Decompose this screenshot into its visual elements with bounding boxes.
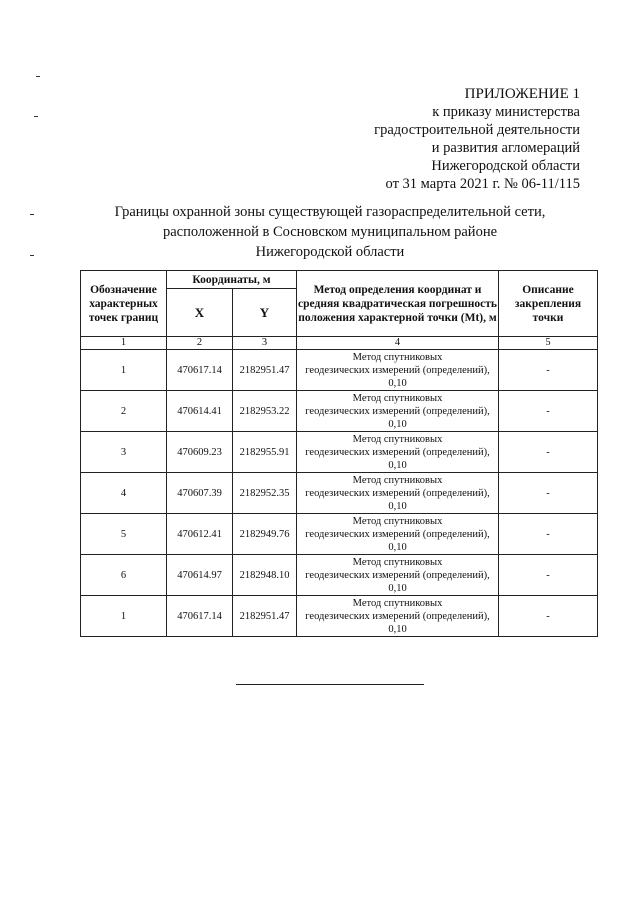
- appendix-line: Нижегородской области: [431, 158, 580, 174]
- coord-x: 470614.97: [167, 555, 233, 596]
- column-number: 1: [81, 337, 167, 350]
- table-row: [81, 473, 598, 514]
- margin-mark: [34, 116, 38, 117]
- column-number: 4: [297, 337, 499, 350]
- point-id: 1: [81, 596, 167, 637]
- description-cell: -: [499, 596, 598, 637]
- method-text: геодезических измерений (определений),: [305, 446, 490, 458]
- description-cell: -: [499, 391, 598, 432]
- table-row: [81, 391, 598, 432]
- method-cell: [297, 555, 499, 596]
- header-description: Описание закрепления точки: [499, 271, 598, 337]
- method-accuracy: 0,10: [388, 418, 407, 430]
- point-id: 3: [81, 432, 167, 473]
- document-title-line: Нижегородской области: [255, 244, 405, 260]
- point-id: 5: [81, 514, 167, 555]
- method-accuracy: 0,10: [388, 623, 407, 635]
- description-cell: -: [499, 432, 598, 473]
- method-text: Метод спутниковых: [352, 515, 443, 527]
- coord-x: 470612.41: [167, 514, 233, 555]
- coord-x: 470609.23: [167, 432, 233, 473]
- method-text: геодезических измерений (определений),: [305, 364, 490, 376]
- point-id: 4: [81, 473, 167, 514]
- method-text: Метод спутниковых: [352, 597, 443, 609]
- header-point: Обозначение характерных точек границ: [81, 271, 167, 337]
- appendix-block: [374, 85, 580, 193]
- method-text: Метод спутниковых: [352, 556, 443, 568]
- table-row: [81, 350, 598, 391]
- margin-mark: [30, 255, 34, 256]
- method-text: Метод спутниковых: [352, 392, 443, 404]
- table-row: [81, 432, 598, 473]
- coord-x: 470617.14: [167, 350, 233, 391]
- method-accuracy: 0,10: [388, 377, 407, 389]
- coordinates-table: [80, 270, 598, 637]
- appendix-line: градостроительной деятельности: [374, 122, 580, 138]
- coord-x: 470614.41: [167, 391, 233, 432]
- method-text: геодезических измерений (определений),: [305, 405, 490, 417]
- coord-y: 2182955.91: [233, 432, 297, 473]
- document-title-line: Границы охранной зоны существующей газораспределительной сети,: [114, 204, 546, 220]
- column-number: 2: [167, 337, 233, 350]
- margin-mark: [30, 214, 34, 215]
- coord-y: 2182949.76: [233, 514, 297, 555]
- point-id: 1: [81, 350, 167, 391]
- method-accuracy: 0,10: [388, 500, 407, 512]
- column-numbers-row: [81, 337, 598, 350]
- method-cell: [297, 514, 499, 555]
- method-text: Метод спутниковых: [352, 474, 443, 486]
- coord-x: 470607.39: [167, 473, 233, 514]
- table-row: [81, 514, 598, 555]
- header-method: Метод определения координат и средняя квадратическая погрешность положения характерной точки (Mt), м: [297, 271, 499, 337]
- method-cell: [297, 432, 499, 473]
- header-x: X: [167, 289, 233, 337]
- header-coords: Координаты, м: [167, 271, 297, 289]
- point-id: 2: [81, 391, 167, 432]
- column-number: 5: [499, 337, 598, 350]
- table-row: [81, 596, 598, 637]
- point-id: 6: [81, 555, 167, 596]
- document-title: [80, 202, 580, 262]
- method-text: геодезических измерений (определений),: [305, 569, 490, 581]
- method-accuracy: 0,10: [388, 541, 407, 553]
- coord-y: 2182952.35: [233, 473, 297, 514]
- method-text: геодезических измерений (определений),: [305, 610, 490, 622]
- appendix-line: и развития агломераций: [431, 140, 580, 156]
- description-cell: -: [499, 555, 598, 596]
- description-cell: -: [499, 350, 598, 391]
- coord-y: 2182951.47: [233, 596, 297, 637]
- method-text: геодезических измерений (определений),: [305, 487, 490, 499]
- document-title-line: расположенной в Сосновском муниципальном районе: [162, 224, 498, 240]
- table-row: [81, 555, 598, 596]
- appendix-date-line: от 31 марта 2021 г. № 06-11/115: [385, 176, 580, 192]
- column-number: 3: [233, 337, 297, 350]
- header-y: Y: [233, 289, 297, 337]
- method-text: Метод спутниковых: [352, 351, 443, 363]
- description-cell: -: [499, 473, 598, 514]
- footer-divider: [236, 684, 424, 685]
- method-cell: [297, 391, 499, 432]
- coord-y: 2182951.47: [233, 350, 297, 391]
- method-accuracy: 0,10: [388, 582, 407, 594]
- coord-y: 2182948.10: [233, 555, 297, 596]
- method-cell: [297, 596, 499, 637]
- coord-y: 2182953.22: [233, 391, 297, 432]
- method-accuracy: 0,10: [388, 459, 407, 471]
- appendix-title: ПРИЛОЖЕНИЕ 1: [464, 86, 580, 102]
- description-cell: -: [499, 514, 598, 555]
- method-text: Метод спутниковых: [352, 433, 443, 445]
- method-cell: [297, 473, 499, 514]
- margin-mark: [36, 76, 40, 77]
- coord-x: 470617.14: [167, 596, 233, 637]
- method-cell: [297, 350, 499, 391]
- method-text: геодезических измерений (определений),: [305, 528, 490, 540]
- appendix-line: к приказу министерства: [432, 104, 580, 120]
